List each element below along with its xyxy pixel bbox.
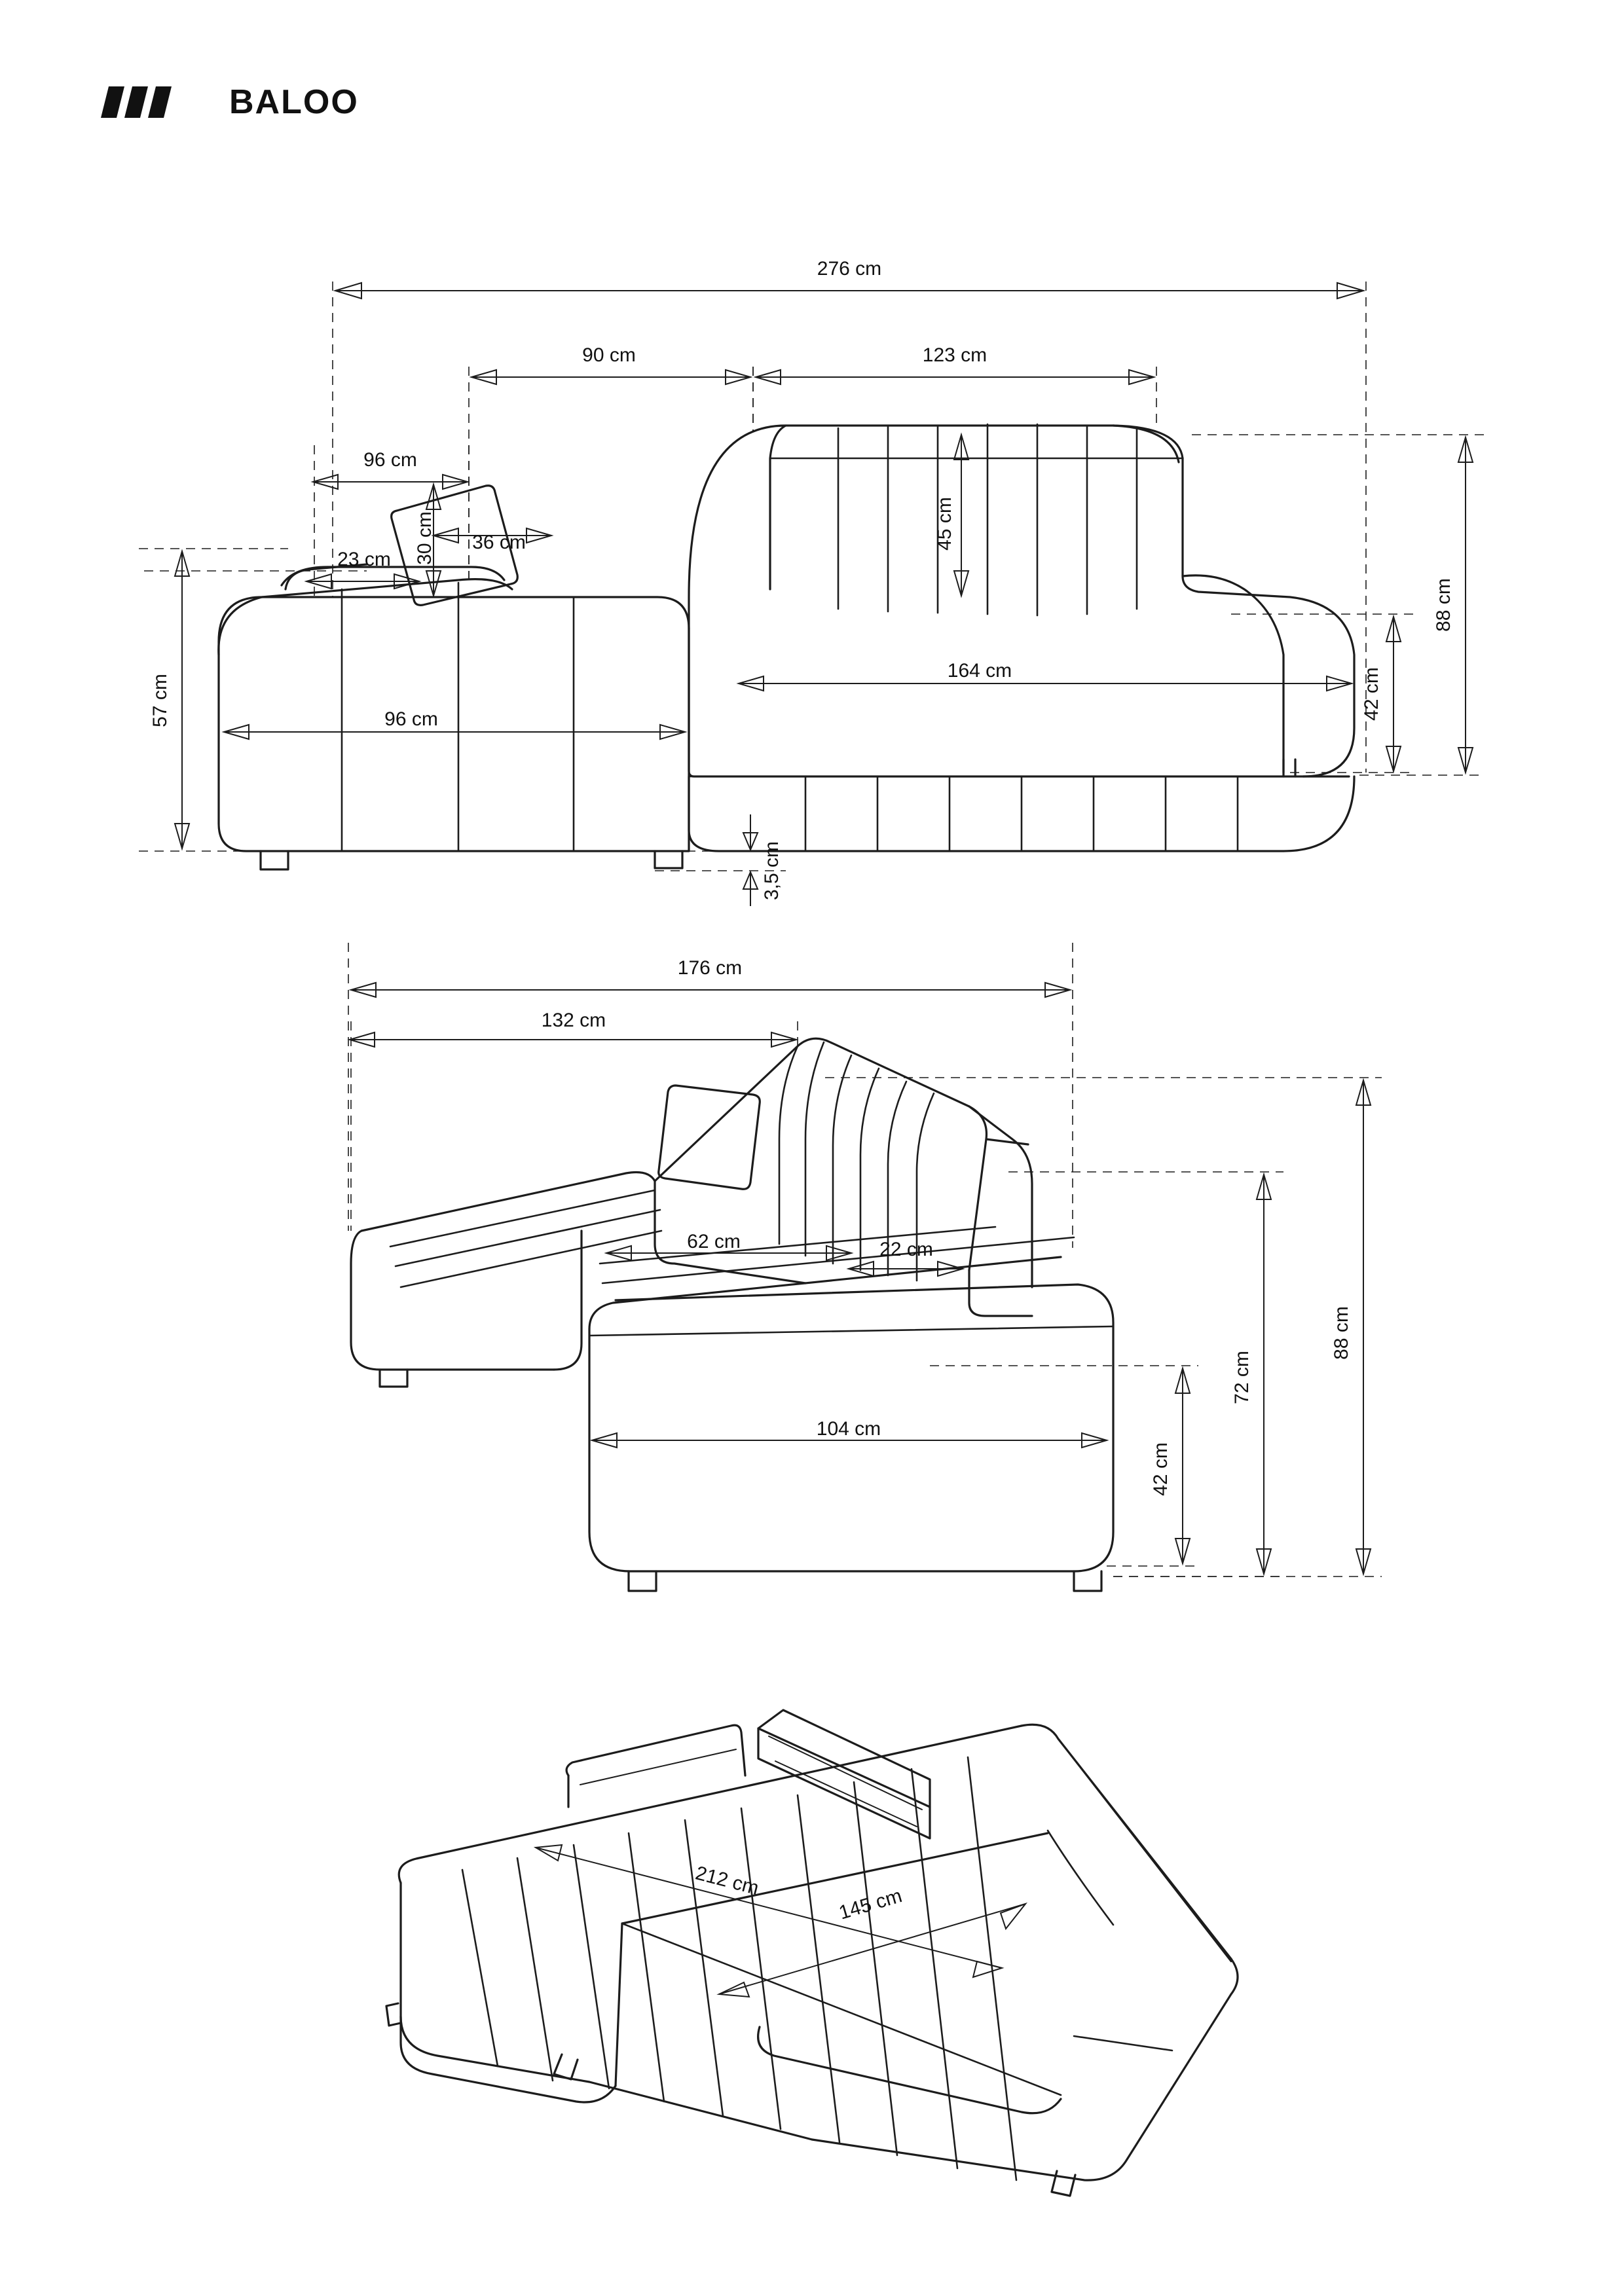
dimension-label-212: 212 cm — [693, 1862, 762, 1900]
dimension-label-72: 72 cm — [1231, 1351, 1253, 1404]
dimension-42-side — [930, 1366, 1198, 1566]
dimension-label-276: 276 cm — [817, 258, 882, 280]
front-view-sofa-outline — [219, 424, 1354, 869]
front-view-group — [139, 258, 1485, 906]
side-view-group — [348, 943, 1382, 1591]
dimension-36 — [434, 528, 551, 553]
dimension-23 — [144, 549, 419, 589]
dimension-96-bottom — [224, 708, 685, 739]
bed-view-outline — [386, 1710, 1238, 2196]
dimension-label-145: 145 cm — [836, 1885, 905, 1924]
dimension-label-90: 90 cm — [582, 344, 636, 366]
dimension-label-62: 62 cm — [687, 1231, 741, 1252]
dimension-label-23: 23 cm — [337, 549, 391, 570]
dimension-96-top — [313, 445, 469, 596]
side-view-sofa-outline — [351, 1038, 1113, 1591]
dimension-label-42-front: 42 cm — [1361, 667, 1382, 721]
dimension-label-88-side: 88 cm — [1331, 1306, 1352, 1360]
dimension-label-96-bottom: 96 cm — [384, 708, 438, 730]
dimension-label-22: 22 cm — [879, 1239, 933, 1260]
dimension-72 — [1008, 1172, 1283, 1576]
dimension-label-132: 132 cm — [541, 1010, 606, 1031]
dimension-label-57: 57 cm — [149, 674, 171, 727]
dimension-label-176: 176 cm — [677, 957, 743, 979]
dimension-88-front — [1192, 435, 1485, 775]
dimension-label-96-top: 96 cm — [363, 449, 417, 471]
bed-view-group — [386, 1710, 1238, 2196]
dimension-35 — [655, 814, 786, 906]
dimension-176 — [348, 943, 1073, 1248]
dimension-label-42-side: 42 cm — [1150, 1442, 1172, 1496]
dimension-label-30: 30 cm — [414, 511, 435, 565]
dimension-57 — [139, 549, 288, 851]
dimension-164 — [739, 660, 1352, 691]
dimension-label-45: 45 cm — [934, 497, 955, 551]
dimension-label-123: 123 cm — [922, 344, 987, 366]
dimension-label-88-front: 88 cm — [1433, 578, 1454, 632]
dimension-212 — [536, 1845, 1002, 1977]
dimension-132 — [350, 1010, 798, 1231]
dimension-104 — [592, 1418, 1107, 1448]
dimension-label-35: 3,5 cm — [761, 841, 783, 901]
dimension-label-164: 164 cm — [947, 660, 1012, 682]
dimension-276 — [333, 258, 1366, 773]
dimension-42-front — [1231, 614, 1414, 773]
dimension-label-36: 36 cm — [472, 532, 526, 553]
dimension-label-104: 104 cm — [816, 1418, 881, 1440]
dimension-123 — [753, 344, 1156, 432]
page-title: BALOO — [229, 83, 359, 121]
